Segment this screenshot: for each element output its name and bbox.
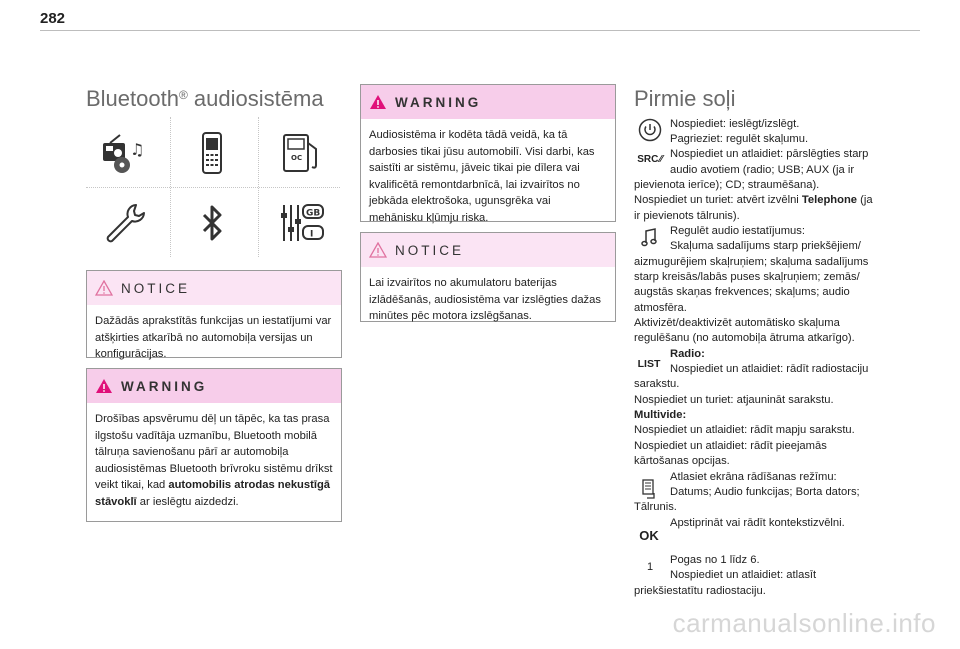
svg-text:♫: ♫ <box>130 140 145 159</box>
feature-icon-grid <box>86 117 340 257</box>
text-line: Aktivizēt/deaktivizēt automātisko skaļuma <box>634 317 840 329</box>
list-button-icon: LIST <box>637 358 661 370</box>
text-line: audio avotiem (radio; USB; AUX (ja ir <box>670 164 855 176</box>
text-line: starp kreisās/labās puses skaļruņiem; zemās/ <box>634 271 860 283</box>
text-line: Datums; Audio funkcijas; Borta dators; <box>670 486 860 498</box>
fuel-pump-icon <box>276 127 328 179</box>
display-mode-icon <box>640 478 658 500</box>
text-line: augstās skaņas frekvences; skaļums; audio <box>634 286 850 298</box>
src-button-icon: SRC ⁄⁄ <box>637 153 663 165</box>
text-line: atmosfēra. <box>634 302 687 314</box>
bluetooth-icon <box>186 197 238 249</box>
wrench-icon <box>98 197 150 249</box>
section-title-first-steps: Pirmie soļi <box>634 86 736 111</box>
notice-box-battery <box>360 232 616 322</box>
svg-text:I: I <box>310 229 314 240</box>
text-line: Nospiediet un atlaidiet: rādīt mapju sarakstu. <box>634 424 855 436</box>
warning-text: Drošības apsvērumu dēļ un tāpēc, ka tas prasa ilgstošu vadītāja uzmanību, Bluetooth mobilā tālruņa savienošanu pārī ar automobiļa audiosistēmas Bluetooth brīvroku sistēmu drīkst veikt tikai, kad automobilis atrodas nekustīgā stāvoklī ar ieslēgtu aizdedzi. <box>95 413 333 508</box>
notice-triangle-icon <box>95 280 113 296</box>
ok-button-icon: OK <box>639 527 659 543</box>
audio-settings-icon <box>276 197 328 249</box>
text-line: Skaļuma sadalījums starp priekšējiem/ <box>670 240 861 252</box>
text-line: Nospiediet: ieslēgt/izslēgt. <box>670 118 800 130</box>
text-line: Apstiprināt vai rādīt kontekstizvēlni. <box>670 517 845 529</box>
text-line: aizmugurējiem skaļruņiem; skaļuma sadalījums <box>634 256 869 268</box>
text-line: Nospiediet un turiet: atjaunināt sarakstu. <box>634 394 834 406</box>
text-line: ir pievienots tālrunis). <box>634 210 740 222</box>
section-title-bluetooth: Bluetooth® audiosistēma <box>86 86 324 111</box>
notice-box-features <box>86 270 342 358</box>
text-line: Nospiediet un atlaidiet: pārslēgties starp <box>670 148 869 160</box>
text-line: Pagrieziet: regulēt skaļumu. <box>670 133 809 145</box>
text-line: Nospiediet un atlaidiet: rādīt pieejamās <box>634 440 827 452</box>
radio-cd-music-icon <box>98 127 150 179</box>
power-knob-icon <box>636 117 664 143</box>
svg-text:OC: OC <box>291 154 303 162</box>
text-line: Nospiediet un turiet: atvērt izvēlni Telephone (ja <box>634 194 873 206</box>
svg-text:GB: GB <box>306 208 321 219</box>
text-line: Atlasiet ekrāna rādīšanas režīmu: <box>670 471 837 483</box>
text-line: Tālrunis. <box>634 501 677 513</box>
music-note-icon <box>639 226 659 248</box>
warning-box-bluetooth-pairing <box>86 368 342 522</box>
text-line: pievienota ierīce); CD; straumēšana). <box>634 179 820 191</box>
text-line: Nospiediet un atlaidiet: rādīt radiostaciju <box>670 363 869 375</box>
text-line: Nospiediet un atlaidiet: atlasīt <box>670 569 817 581</box>
notice-label: NOTICE <box>121 280 191 296</box>
warning-triangle-icon <box>369 94 387 110</box>
warning-text: Audiosistēma ir kodēta tādā veidā, ka tā darbosies tikai jūsu automobilī. Visi darbi, kas saistīti ar sistēmu, jāveic tikai pie dīlera vai kvalificētā remontdarbnīcā, lai izvairītos no jebkāda elektrošoka, ugunsgrēka vai mehānisku kļūmju riska. <box>369 129 595 224</box>
mobile-phone-icon <box>186 127 238 179</box>
warning-label: WARNING <box>395 94 482 110</box>
text-line: kārtošanas opcijas. <box>634 455 730 467</box>
page-number: 282 <box>40 10 66 27</box>
preset-button-one-icon: 1 <box>646 561 654 573</box>
warning-box-coding <box>360 84 616 222</box>
notice-text: Dažādās aprakstītās funkcijas un iestatījumi var atšķirties atkarībā no automobiļa versijas un konfigurācijas. <box>95 315 332 360</box>
text-line: Regulēt audio iestatījumus: <box>670 225 805 237</box>
notice-text: Lai izvairītos no akumulatoru baterijas izlādēšanās, audiosistēma var izslēgties dažas minūtes pēc motora izslēgšanas. <box>369 277 601 322</box>
text-line: regulēšanu (no automobiļa ātruma atkarīgo). <box>634 332 855 344</box>
text-line: Radio: <box>670 348 705 360</box>
text-line: Pogas no 1 līdz 6. <box>670 554 760 566</box>
text-line: sarakstu. <box>634 378 680 390</box>
warning-label: WARNING <box>121 378 208 394</box>
header-divider <box>40 30 920 31</box>
text-line: priekšiestatītu radiostaciju. <box>634 585 766 597</box>
text-line: Multivide: <box>634 409 687 421</box>
notice-triangle-icon <box>369 242 387 258</box>
watermark: carmanualsonline.info <box>672 608 936 638</box>
notice-label: NOTICE <box>395 242 465 258</box>
warning-triangle-icon <box>95 378 113 394</box>
